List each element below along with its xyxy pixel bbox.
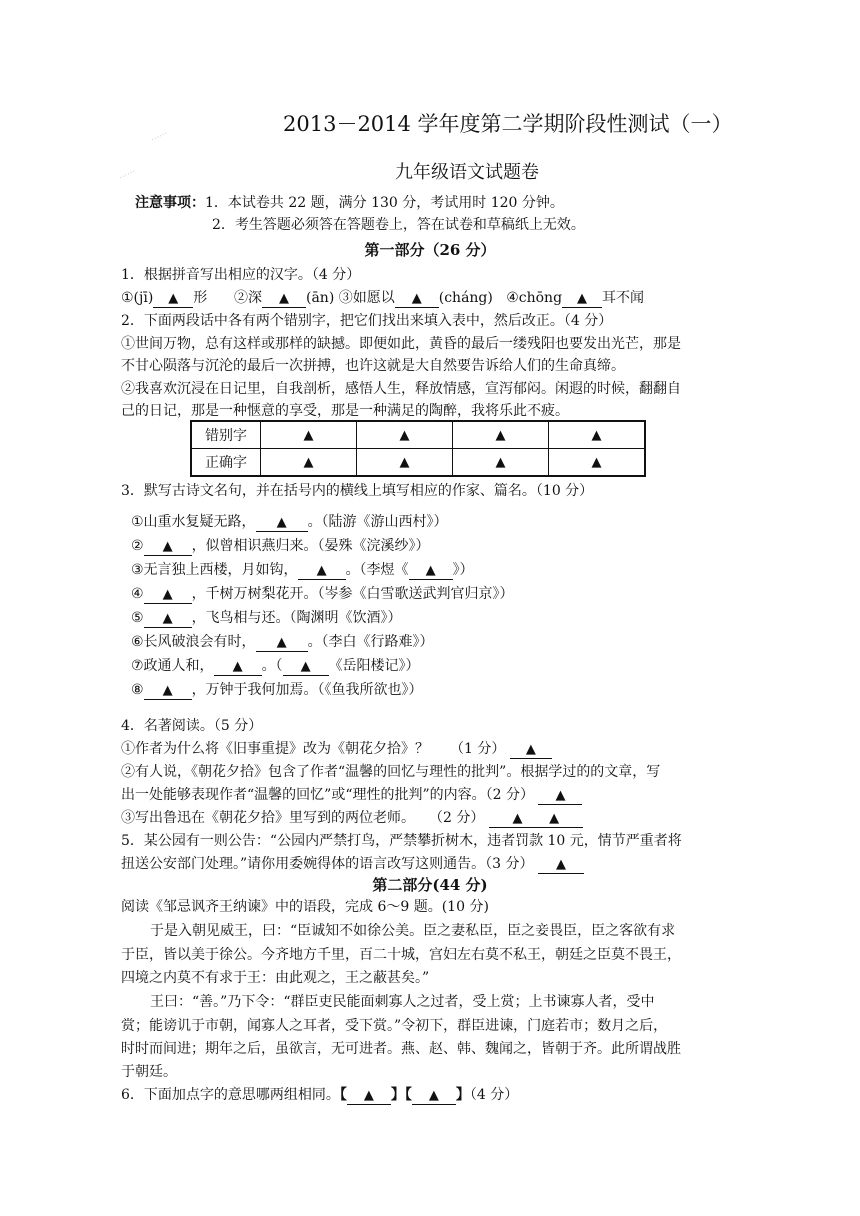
q3-line-text: ⑧ (131, 682, 144, 698)
q3-blank[interactable] (144, 682, 192, 700)
q2-para1-line1: ①世间万物，总有这样或那样的缺撼。即便如此，黄昏的最后一缕残阳也要发出光芒，那是 (121, 336, 681, 352)
blank-marker: ▲ (525, 742, 536, 757)
table-cell[interactable] (261, 421, 357, 449)
blank-marker: ▲ (428, 1088, 439, 1103)
blank-marker: ▲ (591, 428, 602, 443)
part2-heading: 第二部分(44 分) (372, 876, 488, 894)
blank-marker: ▲ (495, 455, 506, 470)
q3-line-text: 。（李煜《 (345, 562, 409, 578)
q1-b-prefix: ②深 (234, 290, 262, 306)
q1-d-prefix: ④chōng (506, 290, 563, 306)
bracket-left: 【 (339, 1087, 347, 1103)
q3-line-8 (131, 680, 423, 700)
q6-blank-1[interactable] (347, 1087, 391, 1105)
q1-c-suffix: (cháng) (438, 290, 493, 306)
table-cell[interactable] (453, 449, 549, 477)
reading-p1-line3: 四境之内莫不有求于王：由此观之，王之蔽甚矣。” (121, 970, 430, 986)
q1-a-blank[interactable] (153, 290, 193, 308)
q3-line-2 (131, 536, 430, 556)
q3-line-text: ③无言独上西楼，月如钩， (131, 562, 298, 578)
q3-line-6 (131, 632, 434, 652)
q4-b-line2 (121, 785, 582, 805)
blank-marker: ▲ (279, 291, 289, 306)
q6-score: （4 分） (469, 1087, 519, 1103)
blank-marker: ▲ (300, 659, 311, 674)
q2-para2-line2: 己的日记，那是一种惬意的享受，那是一种满足的陶醉，我将乐此不疲。 (121, 403, 569, 419)
q4-c-blank[interactable] (489, 810, 583, 828)
q3-stem: 3．默写古诗文名句，并在括号内的横线上填写相应的作家、篇名。（10 分） (121, 483, 594, 499)
q3-line-1 (131, 512, 448, 532)
blank-marker: ▲ (399, 428, 410, 443)
q3-line-text: 。（ (261, 658, 283, 674)
q3-line-text: 。（李白《行路难》） (307, 634, 434, 650)
table-row (191, 449, 645, 477)
q3-line-text: ，千树万树梨花开。（岑参《白雪歌送武判官归京》） (191, 586, 514, 602)
q5-blank[interactable] (538, 856, 584, 874)
blank-marker: ▲ (316, 563, 327, 578)
q4-stem: 4．名著阅读。（5 分） (121, 718, 263, 734)
reading-p1-line1: 于是入朝见威王，曰：“臣诚知不如徐公美。臣之妻私臣，臣之妾畏臣，臣之客欲有求 (150, 923, 676, 939)
reading-p2-line3: 时时而间进；期年之后，虽欲言，无可进者。燕、赵、韩、魏闻之，皆朝于齐。此所谓战胜 (121, 1041, 681, 1057)
blank-marker: ▲ (411, 291, 422, 306)
q1-d-blank[interactable] (562, 290, 602, 308)
table-cell[interactable] (357, 449, 453, 477)
q6-blank-2[interactable] (412, 1087, 456, 1105)
q3-blank[interactable] (144, 610, 192, 628)
q3-blank[interactable] (256, 514, 308, 532)
q3-line-text: ①山重水复疑无路， (131, 514, 256, 530)
q1-a-prefix: ①(jī) (121, 290, 154, 306)
q4-a-blank[interactable] (510, 741, 552, 759)
reading-p1-line2: 于臣，皆以美于徐公。今齐地方千里，百二十城，宫妇左右莫不私王，朝廷之臣莫不畏王， (121, 947, 681, 963)
q2-para1-line2: 不甘心陨落与沉沦的最后一次拼搏，也许这就是大自然要告诉给人们的生命真缔。 (121, 358, 625, 374)
q3-line-text: ④ (131, 586, 144, 602)
reading-p2-line4: 于朝廷。 (121, 1064, 177, 1080)
q4-b-blank[interactable] (538, 787, 582, 805)
blank-marker: ▲ (162, 587, 173, 602)
q4-b-text: 出一处能够表现作者“温馨的回忆”或“理性的批判”的内容。（2 分） (121, 787, 534, 803)
q3-line-text: ⑥长风破浪会有时， (131, 634, 256, 650)
q3-blank[interactable] (144, 586, 192, 604)
q3-line-4 (131, 584, 514, 604)
table-cell[interactable] (549, 421, 646, 449)
blank-marker: ▲ (276, 635, 287, 650)
row-label-correct: 正确字 (191, 449, 261, 477)
q3-line-text: ⑤ (131, 610, 144, 626)
blank-marker: ▲ (425, 563, 436, 578)
blank-marker: ▲ (276, 515, 287, 530)
blank-marker: ▲ (162, 683, 173, 698)
q3-blank[interactable] (298, 562, 346, 580)
q5-line1: 5．某公园有一则公告：“公园内严禁打鸟，严禁攀折树木，违者罚款 10 元，情节严重者将 (121, 833, 682, 849)
q4-a (121, 739, 552, 759)
q2-stem: 2．下面两段话中各有两个错别字，把它们找出来填入表中，然后改正。（4 分） (121, 313, 613, 329)
blank-marker: ▲ (495, 428, 506, 443)
q6-stem: 6．下面加点字的意思哪两组相同。 (121, 1087, 340, 1103)
q1-c-blank[interactable] (395, 290, 439, 308)
q3-line-text: ，飞鸟相与还。（陶渊明《饮酒》） (191, 610, 402, 626)
q3-line-3 (131, 560, 474, 580)
q2-answer-table (190, 420, 646, 477)
notes-line-1 (135, 193, 564, 213)
q1-a-suffix: 形 (193, 290, 208, 306)
q6-line (121, 1085, 518, 1105)
blank-marker: ▲ (162, 611, 173, 626)
blank-marker: ▲ (363, 1088, 374, 1103)
q1-items (121, 288, 644, 308)
q3-blank[interactable] (283, 658, 329, 676)
note-1: 1．本试卷共 22 题，满分 130 分，考试用时 120 分钟。 (205, 195, 564, 211)
q4-b-line1: ②有人说，《朝花夕拾》包含了作者“温馨的回忆与理性的批判”。根据学过的的文章，写 (121, 764, 661, 780)
q5-text: 扭送公安部门处理。”请你用委婉得体的语言改写这则通告。（3 分） (121, 856, 534, 872)
table-cell[interactable] (549, 449, 646, 477)
blank-marker: ▲ (303, 455, 314, 470)
q3-line-text: 。（陆游《游山西村》） (307, 514, 448, 530)
blank-marker: ▲ (232, 659, 243, 674)
q3-blank[interactable] (409, 562, 453, 580)
q3-line-text: ，万钟于我何加焉。（《鱼我所欲也》） (191, 682, 423, 698)
q2-para2-line1: ②我喜欢沉浸在日记里，自我剖析，感悟人生，释放情感，宣泻郁闷。闲遐的时候，翻翻自 (121, 381, 681, 397)
blank-marker: ▲ (555, 788, 566, 803)
table-cell[interactable] (357, 421, 453, 449)
reading-stem: 阅读《邹忌讽齐王纳谏》中的语段，完成 6～9 题。(10 分) (121, 899, 489, 915)
q3-blank[interactable] (256, 634, 308, 652)
table-cell[interactable] (453, 421, 549, 449)
q4-c-text: ③写出鲁迅在《朝花夕拾》里写到的两位老师。 （2 分） (121, 810, 485, 826)
blank-marker: ▲ (512, 811, 523, 826)
table-cell[interactable] (261, 449, 357, 477)
q1-c-prefix: ③如愿以 (338, 290, 395, 306)
q3-blank[interactable] (144, 538, 192, 556)
reading-p2-line2: 赏；能谤讥于市朝，闻寡人之耳者，受下赏。”令初下，群臣进谏，门庭若市；数月之后， (121, 1018, 668, 1034)
reading-p2-line1: 王曰：“善。”乃下令：“群臣吏民能面刺寡人之过者，受上赏；上书谏寡人者，受中 (150, 994, 655, 1010)
q3-line-5 (131, 608, 402, 628)
blank-marker: ▲ (577, 291, 588, 306)
blank-marker: ▲ (168, 291, 179, 306)
blank-marker: ▲ (303, 428, 314, 443)
q1-d-suffix: 耳不闻 (602, 290, 645, 306)
exam-title: 2013－2014 学年度第二学期阶段性测试（一） (283, 112, 733, 136)
q1-b-blank[interactable] (262, 290, 306, 308)
bracket-left: 【 (404, 1087, 412, 1103)
blank-marker: ▲ (555, 857, 566, 872)
exam-subtitle: 九年级语文试题卷 (395, 162, 539, 183)
part1-heading: 第一部分（26 分） (364, 241, 496, 259)
note-2: 2．考生答题必须答在答题卷上，答在试卷和草稿纸上无效。 (212, 217, 585, 233)
q3-blank[interactable] (214, 658, 262, 676)
notes-label: 注意事项： (135, 195, 205, 211)
bracket-right: 】 (455, 1087, 470, 1103)
blank-marker: ▲ (549, 811, 560, 826)
blank-marker: ▲ (591, 455, 602, 470)
q3-line-text: 》） (452, 562, 474, 578)
table-row (191, 421, 645, 449)
q3-line-text: ⑦政通人和， (131, 658, 214, 674)
blank-marker: ▲ (399, 455, 410, 470)
q4-a-text: ①作者为什么将《旧事重提》改为《朝花夕拾》？ （1 分） (121, 741, 506, 757)
bracket-right: 】 (390, 1087, 405, 1103)
q3-line-text: ② (131, 538, 144, 554)
q5-line2 (121, 854, 584, 874)
q1-b-suffix: (ān) (306, 290, 335, 306)
q3-line-7 (131, 656, 420, 676)
q3-line-text: 《岳阳楼记》） (328, 658, 420, 674)
q1-stem: 1．根据拼音写出相应的汉字。（4 分） (121, 267, 361, 283)
q4-c (121, 808, 583, 828)
q3-line-text: ，似曾相识燕归来。（晏殊《浣溪纱》） (191, 538, 430, 554)
exam-page: ...... ...... 2013－2014 学年度第二学期阶段性测试（一） 九年级语文试题卷 注意事项：1．本试卷共 22 题，满分 130 分，考试用时 120 分钟。 2．考生答题必须答在答题卷上，答在试卷和草稿纸上无效。 第一部分（26 分） 1．根据拼音写出相应的汉字。（4 分） ①(jī) ▲ 形 ②深 ▲ (ān) ③如愿以 ▲ (cháng) ④chōng ▲ 耳不闻 2．下面两段话中各有两个错别字，把它们找出来填入表中，然后改正。（4 分） ①世间万物，总有这样或那样的缺撼。即便如此，黄昏的最后一缕残阳也要发出光芒，那是 不甘心陨落与沉沦的最后一次拼搏，也许这就是大自然要告诉给人们的生命真缔。 ②我喜欢沉浸在日记里，自我剖析，感悟人生，释放情感，宣泻郁闷。闲遐的时候，翻翻自 己的日记，那是一种惬意的享受，那是一种满足的陶醉，我将乐此不疲。 错别字 ▲ ▲ ▲ ▲ 正确字 ▲ ▲ ▲ ▲ 3．默写古诗文名句，并在括号内的横线上填写相应的作家、篇名。（10 分） ①山重水复疑无路， ▲ 。（陆游《游山西村》） ② ▲ ，似曾相识燕归来。（晏殊《浣溪纱》） ③无言独上西楼，月如钩， ▲ 。（李煜《 ▲ 》） ④ ▲ ，千树万树梨花开。（岑参《白雪歌送武判官归京》） ⑤ ▲ ，飞鸟相与还。（陶渊明《饮酒》） ⑥长风破浪会有时， ▲ 。（李白《行路难》） ⑦政通人和， ▲ 。（ ▲ 《岳阳楼记》） ⑧ ▲ ，万钟于我何加焉。（《鱼我所欲也》） 4．名著阅读。（5 分） ①作者为什么将《旧事重提》改为《朝花夕拾》？ （1 分） ▲ ②有人说，《朝花夕拾》包含了作者“温馨的回忆与理性的批判”。根据学过的的文章，写 出一处能够表现作者“温馨的回忆”或“理性的批判”的内容。（2 分） ▲ ③写出鲁迅在《朝花夕拾》里写到的两位老师。 （2 分） ▲ ▲ 5．某公园有一则公告：“公园内严禁打鸟，严禁攀折树木，违者罚款 10 元，情节严重者将 扭送公安部门处理。”请你用委婉得体的语言改写这则通告。（3 分） ▲ 第二部分(44 分) 阅读《邹忌讽齐王纳谏》中的语段，完成 6～9 题。(10 分) 于是入朝见威王，曰：“臣诚知不如徐公美。臣之妻私臣，臣之妾畏臣，臣之客欲有求 于臣，皆以美于徐公。今齐地方千里，百二十城，宫妇左右莫不私王，朝廷之臣莫不畏王， 四境之内莫不有求于王：由此观之，王之蔽甚矣。” 王曰：“善。”乃下令：“群臣吏民能面刺寡人之过者，受上赏；上书谏寡人者，受中 赏；能谤讥于市朝，闻寡人之耳者，受下赏。”令初下，群臣进谏，门庭若市；数月之后， 时时而间进；期年之后，虽欲言，无可进者。燕、赵、韩、魏闻之，皆朝于齐。此所谓战胜 于朝廷。 6．下面加点字的意思哪两组相同。【 ▲ 】【 ▲ 】（4 分） (0, 0, 860, 1216)
blank-marker: ▲ (162, 539, 173, 554)
row-label-wrong: 错别字 (191, 421, 261, 449)
